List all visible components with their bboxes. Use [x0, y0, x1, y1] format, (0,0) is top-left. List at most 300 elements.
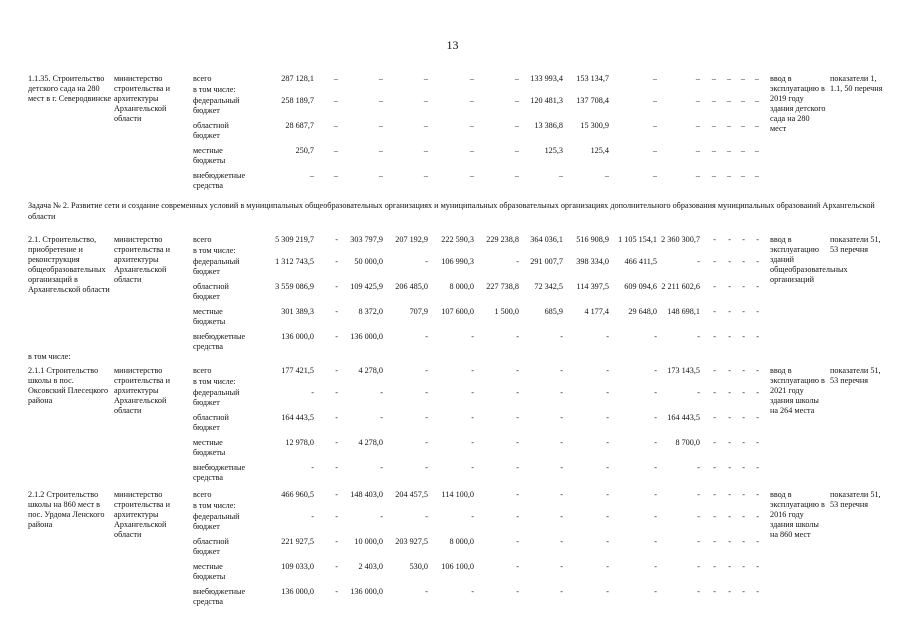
- funding-value: -: [713, 587, 716, 596]
- funding-value: 1 105 154,1: [618, 235, 657, 244]
- funding-value: 107 600,0: [441, 307, 474, 316]
- funding-value: -: [335, 366, 338, 375]
- funding-value: -: [742, 257, 745, 266]
- funding-value: –: [740, 146, 745, 155]
- funding-value: 136 000,0: [350, 332, 383, 341]
- funding-value: –: [652, 171, 657, 180]
- funding-value: –: [695, 74, 700, 83]
- funding-value: -: [728, 282, 731, 291]
- funding-value: –: [423, 171, 428, 180]
- funding-value: -: [654, 512, 657, 521]
- funding-value: -: [425, 257, 428, 266]
- funding-value: 173 143,5: [667, 366, 700, 375]
- funding-value: -: [516, 332, 519, 341]
- funding-value: -: [756, 307, 759, 316]
- funding-value: 109 425,9: [350, 282, 383, 291]
- funding-value: -: [516, 388, 519, 397]
- funding-value: -: [560, 438, 563, 447]
- funding-value: –: [740, 121, 745, 130]
- funding-value: –: [652, 74, 657, 83]
- funding-value: 136 000,0: [281, 587, 314, 596]
- funding-value: -: [471, 463, 474, 472]
- funding-value: –: [695, 171, 700, 180]
- funding-value: -: [742, 282, 745, 291]
- funding-value: -: [654, 490, 657, 499]
- funding-value: –: [378, 121, 383, 130]
- funding-value: –: [378, 96, 383, 105]
- funding-value: -: [728, 413, 731, 422]
- funding-value: -: [471, 413, 474, 422]
- funding-value: -: [756, 332, 759, 341]
- funding-value: -: [742, 235, 745, 244]
- funding-value: 72 342,5: [534, 282, 563, 291]
- funding-value: -: [713, 438, 716, 447]
- funding-value: -: [742, 537, 745, 546]
- funding-value: -: [728, 490, 731, 499]
- funding-value: -: [606, 438, 609, 447]
- funding-value: -: [516, 490, 519, 499]
- funding-value: -: [471, 388, 474, 397]
- funding-value: 466 411,5: [624, 257, 657, 266]
- funding-value: –: [378, 146, 383, 155]
- funding-value: –: [423, 146, 428, 155]
- funding-value: 2 211 602,6: [661, 282, 700, 291]
- funding-value: -: [654, 413, 657, 422]
- funding-value: 50 000,0: [354, 257, 383, 266]
- funding-value: -: [742, 587, 745, 596]
- funding-value: 1 312 743,5: [275, 257, 314, 266]
- activity-name: 2.1. Строительство, приобретение и реконструкция общеобразовательных организаций в Архангельской области: [28, 235, 110, 294]
- funding-value: -: [742, 366, 745, 375]
- activity-name: 2.1.1 Строительство школы в пос. Оксовский Плесецкого района: [28, 366, 109, 405]
- funding-value: -: [697, 257, 700, 266]
- funding-value: 4 278,0: [358, 366, 383, 375]
- funding-value: –: [469, 74, 474, 83]
- funding-value: -: [335, 307, 338, 316]
- funding-value: 2 403,0: [358, 562, 383, 571]
- funding-value: 114 100,0: [441, 490, 474, 499]
- funding-value: 136 000,0: [281, 332, 314, 341]
- funding-value: –: [726, 74, 731, 83]
- funding-value: 303 797,9: [350, 235, 383, 244]
- funding-source-label: всего: [193, 235, 212, 244]
- funding-value: -: [713, 366, 716, 375]
- funding-value: -: [654, 332, 657, 341]
- funding-value: 125,4: [590, 146, 609, 155]
- funding-value: -: [728, 332, 731, 341]
- funding-source-label: всего: [193, 74, 212, 83]
- funding-source-label: местные бюджеты: [193, 307, 226, 326]
- funding-source-label: федеральный бюджет: [193, 96, 240, 115]
- funding-value: -: [516, 413, 519, 422]
- funding-value: –: [711, 146, 716, 155]
- funding-value: –: [333, 121, 338, 130]
- funding-value: -: [560, 388, 563, 397]
- funding-value: –: [514, 146, 519, 155]
- funding-value: -: [335, 413, 338, 422]
- funding-value: -: [560, 512, 563, 521]
- funding-source-label: в том числе:: [193, 377, 236, 386]
- funding-value: -: [335, 562, 338, 571]
- funding-value: -: [654, 388, 657, 397]
- funding-value: -: [756, 413, 759, 422]
- funding-value: -: [728, 257, 731, 266]
- funding-value: –: [754, 74, 759, 83]
- funding-value: -: [697, 490, 700, 499]
- funding-value: 229 238,8: [486, 235, 519, 244]
- funding-value: 207 192,9: [395, 235, 428, 244]
- funding-value: -: [425, 463, 428, 472]
- funding-value: -: [335, 235, 338, 244]
- funding-value: -: [380, 512, 383, 521]
- funding-value: -: [713, 235, 716, 244]
- funding-value: -: [728, 438, 731, 447]
- funding-value: -: [471, 587, 474, 596]
- funding-value: –: [333, 74, 338, 83]
- funding-source-label: федеральный бюджет: [193, 257, 240, 276]
- funding-value: -: [742, 332, 745, 341]
- funding-value: -: [606, 388, 609, 397]
- funding-value: -: [713, 463, 716, 472]
- funding-value: -: [756, 282, 759, 291]
- funding-source-label: местные бюджеты: [193, 438, 226, 457]
- funding-value: 364 036,1: [530, 235, 563, 244]
- funding-value: 398 334,0: [576, 257, 609, 266]
- funding-value: 203 927,5: [395, 537, 428, 546]
- indicator-ref: показатели 51, 53 перечня: [830, 366, 881, 385]
- funding-value: 164 443,5: [281, 413, 314, 422]
- expected-result: ввод в эксплуатацию зданий общеобразовательных организаций: [770, 235, 848, 284]
- funding-source-label: в том числе:: [193, 501, 236, 510]
- funding-value: 204 457,5: [395, 490, 428, 499]
- funding-value: -: [713, 413, 716, 422]
- funding-value: 1 500,0: [494, 307, 519, 316]
- funding-value: 4 278,0: [358, 438, 383, 447]
- funding-value: –: [514, 74, 519, 83]
- funding-source-label: всего: [193, 366, 212, 375]
- funding-value: -: [654, 463, 657, 472]
- funding-value: 125,3: [544, 146, 563, 155]
- funding-value: –: [754, 171, 759, 180]
- funding-value: -: [311, 512, 314, 521]
- funding-value: -: [560, 490, 563, 499]
- funding-value: -: [471, 332, 474, 341]
- funding-value: -: [380, 413, 383, 422]
- funding-value: –: [740, 96, 745, 105]
- funding-value: -: [728, 366, 731, 375]
- funding-value: -: [713, 490, 716, 499]
- funding-value: -: [697, 463, 700, 472]
- funding-value: -: [728, 512, 731, 521]
- funding-value: -: [606, 490, 609, 499]
- funding-value: -: [425, 332, 428, 341]
- funding-value: -: [516, 587, 519, 596]
- funding-value: -: [606, 366, 609, 375]
- funding-value: –: [558, 171, 563, 180]
- funding-value: –: [423, 96, 428, 105]
- funding-value: –: [423, 74, 428, 83]
- funding-value: 133 993,4: [530, 74, 563, 83]
- funding-value: -: [606, 413, 609, 422]
- funding-value: -: [335, 587, 338, 596]
- funding-value: –: [652, 121, 657, 130]
- funding-value: –: [711, 121, 716, 130]
- funding-value: -: [560, 413, 563, 422]
- funding-value: -: [335, 512, 338, 521]
- funding-value: 8 000,0: [449, 282, 474, 291]
- page-number: 13: [446, 38, 459, 52]
- funding-value: -: [756, 490, 759, 499]
- funding-value: -: [516, 257, 519, 266]
- funding-value: 136 000,0: [350, 587, 383, 596]
- funding-value: 3 559 086,9: [275, 282, 314, 291]
- funding-value: –: [726, 121, 731, 130]
- funding-value: –: [740, 171, 745, 180]
- funding-value: 250,7: [295, 146, 314, 155]
- funding-value: 148 698,1: [667, 307, 700, 316]
- funding-value: -: [697, 332, 700, 341]
- funding-source-label: областной бюджет: [193, 537, 229, 556]
- funding-value: 148 403,0: [350, 490, 383, 499]
- funding-value: -: [516, 512, 519, 521]
- funding-value: -: [728, 587, 731, 596]
- funding-value: -: [728, 562, 731, 571]
- funding-value: –: [469, 96, 474, 105]
- funding-value: -: [756, 537, 759, 546]
- funding-value: -: [606, 587, 609, 596]
- funding-value: -: [380, 463, 383, 472]
- funding-value: 206 485,0: [395, 282, 428, 291]
- funding-value: -: [335, 257, 338, 266]
- funding-value: -: [560, 537, 563, 546]
- funding-value: -: [728, 235, 731, 244]
- funding-source-label: внебюджетные средства: [193, 171, 246, 190]
- funding-value: -: [380, 388, 383, 397]
- funding-value: -: [742, 413, 745, 422]
- funding-value: –: [754, 121, 759, 130]
- funding-value: -: [756, 512, 759, 521]
- funding-value: -: [606, 512, 609, 521]
- funding-value: –: [695, 96, 700, 105]
- funding-value: -: [560, 332, 563, 341]
- funding-value: -: [742, 307, 745, 316]
- funding-value: –: [740, 74, 745, 83]
- funding-value: -: [654, 562, 657, 571]
- funding-value: -: [560, 562, 563, 571]
- funding-value: -: [742, 512, 745, 521]
- funding-value: 5 309 219,7: [275, 235, 314, 244]
- funding-value: -: [713, 388, 716, 397]
- funding-value: -: [335, 438, 338, 447]
- indicator-ref: показатели 1, 1.1, 50 перечня: [830, 74, 883, 93]
- funding-value: -: [335, 490, 338, 499]
- funding-source-label: местные бюджеты: [193, 146, 226, 165]
- funding-source-label: областной бюджет: [193, 282, 229, 301]
- funding-value: -: [654, 366, 657, 375]
- funding-value: –: [652, 146, 657, 155]
- funding-value: –: [726, 146, 731, 155]
- funding-value: 4 177,4: [584, 307, 609, 316]
- funding-value: -: [335, 332, 338, 341]
- funding-value: 164 443,5: [667, 413, 700, 422]
- funding-value: 137 708,4: [576, 96, 609, 105]
- funding-value: -: [756, 366, 759, 375]
- funding-value: 466 960,5: [281, 490, 314, 499]
- funding-value: -: [654, 537, 657, 546]
- funding-value: 301 389,3: [281, 307, 314, 316]
- funding-value: -: [516, 463, 519, 472]
- funding-source-label: внебюджетные средства: [193, 332, 246, 351]
- funding-value: –: [695, 121, 700, 130]
- funding-value: 177 421,5: [281, 366, 314, 375]
- funding-value: -: [742, 562, 745, 571]
- funding-value: 8 700,0: [675, 438, 700, 447]
- funding-value: -: [713, 282, 716, 291]
- funding-value: –: [469, 146, 474, 155]
- funding-value: -: [311, 463, 314, 472]
- funding-value: 13 386,8: [534, 121, 563, 130]
- funding-value: -: [742, 388, 745, 397]
- funding-value: -: [756, 587, 759, 596]
- funding-value: –: [378, 171, 383, 180]
- funding-value: -: [335, 537, 338, 546]
- funding-value: –: [423, 121, 428, 130]
- funding-source-label: внебюджетные средства: [193, 463, 246, 482]
- funding-value: -: [471, 512, 474, 521]
- funding-value: 222 590,3: [441, 235, 474, 244]
- funding-value: –: [309, 171, 314, 180]
- funding-value: 114 397,5: [576, 282, 609, 291]
- funding-value: 2 360 300,7: [661, 235, 700, 244]
- funding-value: -: [742, 463, 745, 472]
- funding-value: –: [604, 171, 609, 180]
- funding-value: –: [469, 171, 474, 180]
- activity-name: 2.1.2 Строительство школы на 860 мест в пос. Урдома Ленского района: [28, 490, 105, 529]
- funding-value: –: [711, 96, 716, 105]
- executor: министерство строительства и архитектуры Архангельской области: [114, 490, 170, 539]
- expected-result: ввод в эксплуатацию в 2016 году здания школы на 860 мест: [770, 490, 825, 539]
- funding-value: 10 000,0: [354, 537, 383, 546]
- funding-value: -: [756, 562, 759, 571]
- funding-value: -: [713, 537, 716, 546]
- funding-value: -: [728, 463, 731, 472]
- funding-value: 516 908,9: [576, 235, 609, 244]
- funding-value: –: [726, 171, 731, 180]
- funding-value: -: [311, 388, 314, 397]
- funding-value: 153 134,7: [576, 74, 609, 83]
- funding-value: -: [697, 512, 700, 521]
- funding-value: 8 000,0: [449, 537, 474, 546]
- funding-source-label: федеральный бюджет: [193, 512, 240, 531]
- funding-value: -: [425, 413, 428, 422]
- funding-value: -: [728, 537, 731, 546]
- funding-value: -: [756, 463, 759, 472]
- funding-value: 685,9: [544, 307, 563, 316]
- funding-value: -: [697, 562, 700, 571]
- funding-value: -: [425, 512, 428, 521]
- funding-source-label: в том числе:: [193, 85, 236, 94]
- indicator-ref: показатели 51, 53 перечня: [830, 235, 881, 254]
- funding-value: 120 481,3: [530, 96, 563, 105]
- funding-value: 221 927,5: [281, 537, 314, 546]
- funding-value: –: [711, 171, 716, 180]
- funding-value: 287 128,1: [281, 74, 314, 83]
- funding-value: -: [560, 366, 563, 375]
- funding-value: –: [754, 96, 759, 105]
- funding-value: 609 094,6: [624, 282, 657, 291]
- executor: министерство строительства и архитектуры Архангельской области: [114, 235, 170, 284]
- funding-value: -: [471, 438, 474, 447]
- funding-value: –: [333, 96, 338, 105]
- funding-value: 106 990,3: [441, 257, 474, 266]
- funding-value: -: [742, 490, 745, 499]
- funding-source-label: областной бюджет: [193, 121, 229, 140]
- funding-value: -: [756, 257, 759, 266]
- funding-value: 15 300,9: [580, 121, 609, 130]
- funding-source-label: местные бюджеты: [193, 562, 226, 581]
- funding-value: –: [652, 96, 657, 105]
- funding-value: -: [713, 562, 716, 571]
- funding-value: -: [606, 562, 609, 571]
- funding-value: 258 189,7: [281, 96, 314, 105]
- funding-value: 28 687,7: [285, 121, 314, 130]
- funding-value: -: [516, 438, 519, 447]
- funding-value: –: [514, 121, 519, 130]
- funding-value: -: [756, 235, 759, 244]
- activity-name: 1.1.35. Строительство детского сада на 280 мест в г. Северодвинске: [28, 74, 112, 103]
- funding-value: –: [726, 96, 731, 105]
- funding-value: -: [516, 366, 519, 375]
- funding-value: 227 738,8: [486, 282, 519, 291]
- funding-source-label: внебюджетные средства: [193, 587, 246, 606]
- task-heading: Задача № 2. Развитие сети и создание современных условий в муниципальных общеобразовательных организациях и муниципальных образовательных организациях дополнительного образования муниципальных образований Архангельской области: [28, 201, 875, 221]
- funding-value: -: [713, 307, 716, 316]
- funding-value: -: [697, 537, 700, 546]
- funding-source-label: областной бюджет: [193, 413, 229, 432]
- funding-value: -: [742, 438, 745, 447]
- funding-value: -: [335, 282, 338, 291]
- funding-value: 29 648,0: [628, 307, 657, 316]
- indicator-ref: показатели 51, 53 перечня: [830, 490, 881, 509]
- funding-value: -: [606, 332, 609, 341]
- executor: министерство строительства и архитектуры Архангельской области: [114, 366, 170, 415]
- funding-value: –: [333, 171, 338, 180]
- funding-value: -: [425, 438, 428, 447]
- funding-value: –: [469, 121, 474, 130]
- funding-value: -: [697, 587, 700, 596]
- funding-value: -: [560, 463, 563, 472]
- funding-value: -: [756, 388, 759, 397]
- funding-source-label: всего: [193, 490, 212, 499]
- funding-value: -: [713, 512, 716, 521]
- funding-value: -: [654, 438, 657, 447]
- funding-value: –: [514, 96, 519, 105]
- funding-value: -: [560, 587, 563, 596]
- funding-value: –: [711, 74, 716, 83]
- funding-source-label: федеральный бюджет: [193, 388, 240, 407]
- funding-value: -: [425, 587, 428, 596]
- funding-value: -: [516, 537, 519, 546]
- in-that-number-label: в том числе:: [28, 352, 71, 361]
- funding-value: -: [756, 438, 759, 447]
- funding-value: 106 100,0: [441, 562, 474, 571]
- funding-value: -: [425, 388, 428, 397]
- funding-value: -: [713, 257, 716, 266]
- funding-value: 530,0: [409, 562, 428, 571]
- funding-value: -: [654, 587, 657, 596]
- executor: министерство строительства и архитектуры Архангельской области: [114, 74, 170, 123]
- funding-value: -: [728, 307, 731, 316]
